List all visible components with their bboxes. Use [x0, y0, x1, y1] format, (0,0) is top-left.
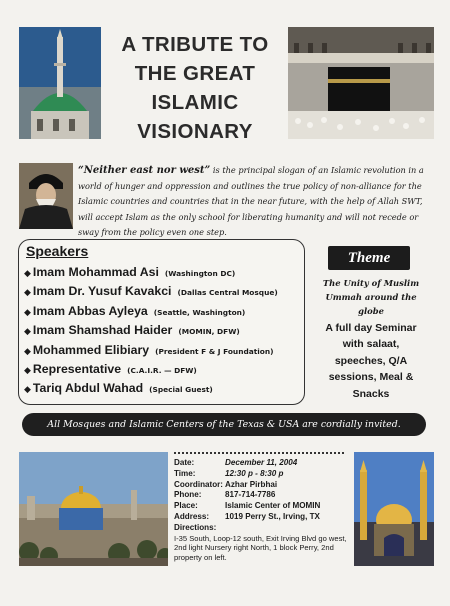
speakers-heading: Speakers — [26, 243, 89, 259]
diamond-bullet-icon: ◆ — [24, 307, 31, 318]
quote-slogan: “Neither east nor west” — [78, 165, 211, 176]
detail-row-coordinator — [174, 480, 352, 491]
page-title — [104, 30, 286, 146]
detail-row-place — [174, 501, 352, 512]
title-line: A TRIBUTE TO — [121, 33, 269, 56]
detail-value: Azhar Pirbhai — [225, 479, 278, 489]
theme-line: Ummah around the globe — [325, 292, 417, 316]
theme-badge: Theme — [328, 246, 410, 270]
detail-value: 817-714-7786 — [225, 490, 276, 500]
seminar-line: sessions, Meal & — [328, 371, 414, 384]
detail-row-phone — [174, 490, 352, 501]
detail-value: 1019 Perry St., Irving, TX — [225, 511, 320, 521]
seminar-line: speeches, Q/A — [334, 354, 408, 367]
detail-row-address — [174, 512, 352, 523]
speaker-name: Mohammed Elibiary — [32, 342, 150, 357]
diamond-bullet-icon: ◆ — [24, 365, 31, 376]
detail-label: Place: — [174, 501, 198, 511]
speaker-item — [24, 261, 304, 280]
quote-text: is the principal slogan of an Islamic revolution in a world of hunger and oppression and outlines the true policy of non-alliance for the Islamic countries and countries that in the near future, with the help of Allah SWT, will accept Islam as the only school for liberating humanity and will not recede or sway from the policy even one step. — [78, 165, 424, 238]
speaker-name: Imam Dr. Yusuf Kavakci — [32, 284, 172, 299]
title-line: THE GREAT — [134, 62, 256, 85]
speaker-item — [24, 319, 304, 338]
speaker-affiliation: (MOMIN, DFW) — [178, 327, 240, 337]
detail-label: Coordinator: — [174, 479, 224, 489]
detail-value: December 11, 2004 — [225, 458, 298, 467]
speaker-affiliation: (Special Guest) — [149, 385, 213, 395]
speaker-affiliation: (C.A.I.R. — DFW) — [127, 365, 197, 375]
speaker-name: Imam Shamshad Haider — [32, 323, 173, 338]
theme-line: The Unity of Muslim — [322, 278, 420, 288]
golden-shrine-photo — [354, 452, 434, 566]
theme-text — [312, 276, 430, 318]
quote-paragraph — [78, 163, 434, 241]
portrait-photo — [19, 163, 73, 229]
detail-label: Phone: — [174, 490, 202, 500]
speakers-box — [18, 239, 305, 405]
speaker-name: Tariq Abdul Wahad — [32, 381, 144, 396]
speaker-name: Imam Mohammad Asi — [32, 265, 159, 279]
speaker-item — [24, 339, 304, 358]
invitation-banner: All Mosques and Islamic Centers of the Texas & USA are cordially invited. — [22, 413, 426, 436]
detail-row-date — [174, 458, 352, 469]
diamond-bullet-icon: ◆ — [24, 385, 31, 396]
event-details — [174, 458, 352, 563]
speaker-item — [24, 280, 304, 299]
diamond-bullet-icon: ◆ — [24, 288, 31, 299]
dotted-divider — [174, 452, 344, 454]
green-dome-mosque-photo — [19, 27, 101, 139]
speaker-item — [24, 300, 304, 319]
detail-value: Islamic Center of MOMIN — [225, 501, 321, 511]
detail-row-time — [174, 469, 352, 480]
speaker-name: Imam Abbas Ayleya — [32, 303, 148, 318]
speaker-affiliation: (Washington DC) — [164, 269, 236, 278]
seminar-line: Snacks — [352, 387, 390, 400]
detail-label: Address: — [174, 511, 210, 521]
diamond-bullet-icon: ◆ — [24, 346, 31, 357]
title-line: ISLAMIC — [151, 91, 239, 114]
speaker-name: Representative — [32, 361, 122, 376]
speaker-affiliation: (Dallas Central Mosque) — [177, 288, 278, 298]
seminar-line: with salaat, — [342, 338, 400, 351]
speakers-list — [24, 261, 304, 397]
dome-of-the-rock-photo — [19, 452, 168, 566]
diamond-bullet-icon: ◆ — [24, 327, 31, 338]
speaker-item — [24, 358, 304, 377]
seminar-line: A full day Seminar — [325, 322, 417, 334]
speaker-affiliation: (Seattle, Washington) — [153, 307, 246, 317]
detail-label: Time: — [174, 468, 196, 478]
diamond-bullet-icon: ◆ — [24, 269, 31, 279]
seminar-description — [310, 320, 432, 402]
directions-text: I-35 South, Loop-12 south, Exit Irving Blvd go west, 2nd light Nursery right North, 1 block Perry, 2nd property on left. — [174, 533, 347, 563]
kaaba-photo — [288, 27, 434, 139]
speaker-item — [24, 377, 304, 396]
speaker-affiliation: (President F & J Foundation) — [155, 346, 274, 356]
detail-value: 12:30 p - 8:30 p — [225, 468, 284, 478]
directions-label: Directions: — [174, 522, 217, 532]
detail-label: Date: — [174, 458, 195, 467]
title-line: VISIONARY — [137, 120, 253, 143]
